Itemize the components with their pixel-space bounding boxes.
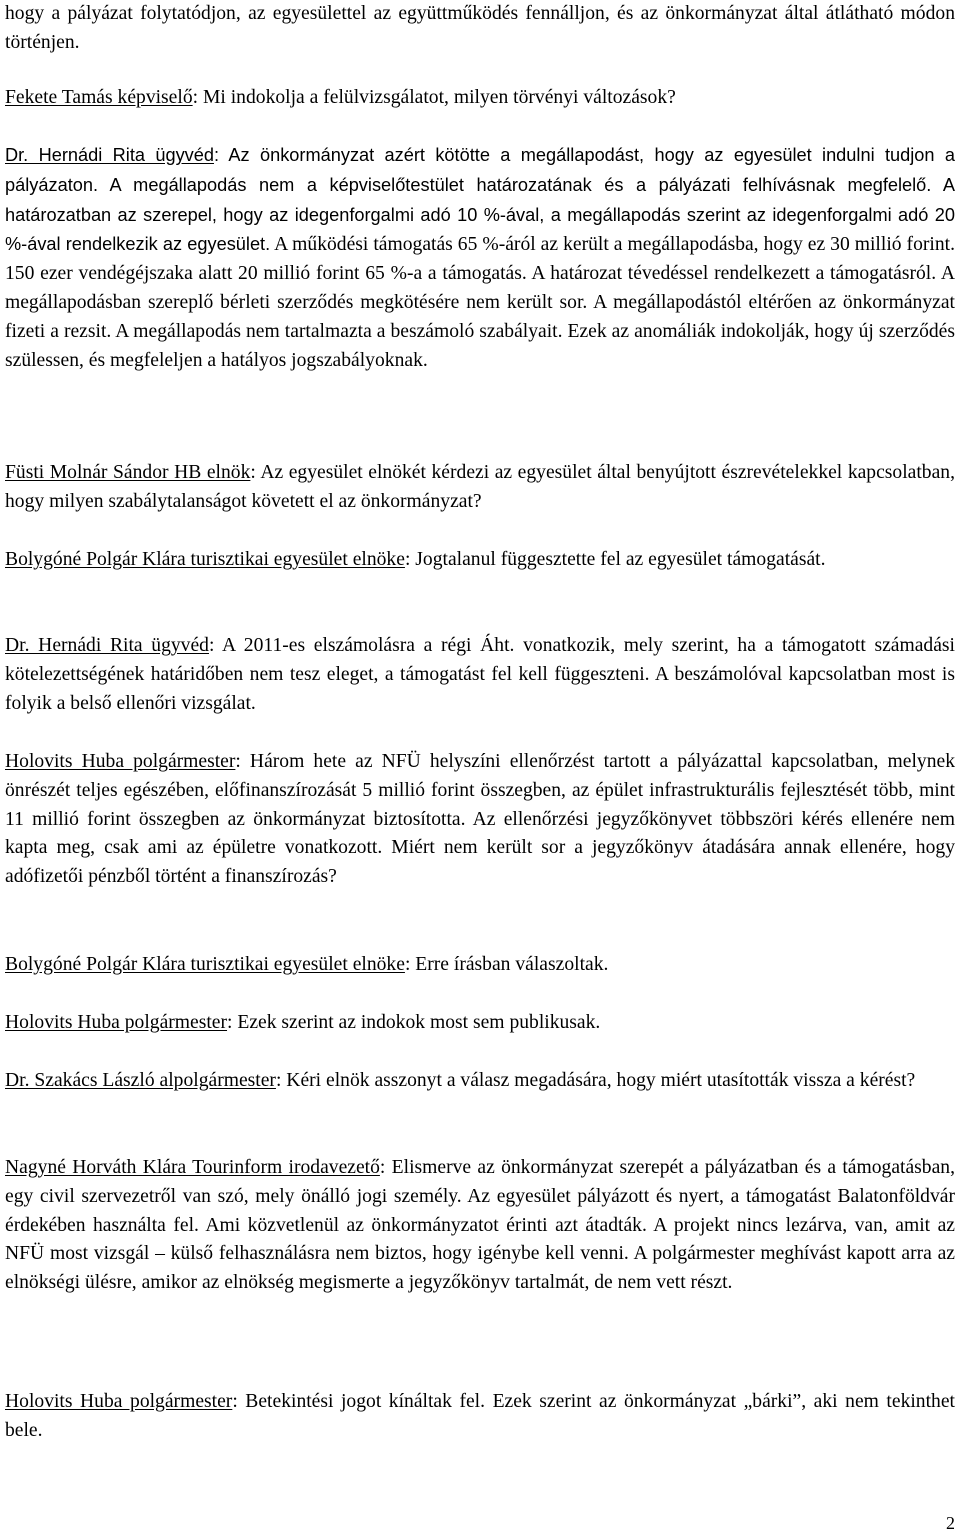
paragraph-fekete: Fekete Tamás képviselő: Mi indokolja a felülvizsgálatot, milyen törvényi változások? [5,87,676,108]
paragraph-hernadi-1: Dr. Hernádi Rita ügyvéd: Az önkormányzat azért kötötte a megállapodást, hogy az egyesület indulni tudjon a pályázaton. A megállapodás nem a képviselőtestület határozatának és a pályázati felhívásnak megfelelő. A határozatban az szerepel, hogy az idegenforgalmi adó 10 %-ával, a megállapodás szerint az idegenforgalmi adó 20 %-ával rendelkezik az egyesület. A működési támogatás 65 %-áról az került a megállapodásba, hogy ez 30 millió forint. 150 ezer vendégéjszaka alatt 20 millió forint 65 %-a a támogatás. A határozat tévedéssel rendelkezett a támogatásról. A megállapodásban szereplő bérleti szerződés megkötésére nem került sor. A megállapodástól eltérően az önkormányzat fizeti a rezsit. A megállapodás nem tartalmazta a beszámoló szabályait. Ezek az anomáliák indokolják, hogy új szerződés szülessen, és megfeleljen a hatályos jogszabályoknak. [5,145,955,371]
speaker-name: Holovits Huba polgármester [5,1391,233,1412]
paragraph-text: Erre írásban válaszoltak. [415,954,609,975]
paragraph-holovits-1: Holovits Huba polgármester: Három hete az NFÜ helyszíni ellenőrzést tartott a pályázattal kapcsolatban, melynek önrészét teljes egészében, előfinanszírozását 5 millió forint összegben, az épület infrastrukturális fejlesztését több, mint 11 millió forint összegben az önkormányzat biztosította. Az ellenőrzési jegyzőkönyvet többszöri kérés ellenére nem kapta meg, csak ami az épületre vonatkozott. Miért nem került sor a jegyzőkönyv átadására annak ellenére, hogy adófizetői pénzből történt a finanszírozás? [5,751,955,888]
speaker-name: Holovits Huba polgármester [5,751,236,772]
speaker-name: Dr. Hernádi Rita ügyvéd [5,635,209,656]
paragraph-text: Jogtalanul függesztette fel az egyesület támogatását. [415,549,826,570]
paragraph-text: Ezek szerint az indokok most sem publikusak. [237,1012,601,1033]
paragraph-nagyne: Nagyné Horváth Klára Tourinform irodavezető: Elismerve az önkormányzat szerepét a pályázatban és a támogatásban, egy civil szervezetről van szó, mely önálló jogi személy. Az egyesület pályázott és nyert, a támogatást Balatonföldvár érdekében használta fel. Ami közvetlenül az önkormányzatot érinti azt átadták. A projekt nincs lezárva, van, amit az NFÜ most vizsgál – külső felhasználásra nem biztos, hogy igénybe kell venni. A polgármester meghívást kapott arra az elnökségi ülésre, amikor az elnökség megismerte a jegyzőkönyv tartalmát, de nem vett részt. [5,1157,955,1294]
speaker-name: Nagyné Horváth Klára Tourinform irodavezető [5,1157,380,1178]
paragraph-text: Az egyesület elnökét kérdezi az egyesület által benyújtott észrevételekkel kapcsolatban, hogy milyen szabálytalanságot követett el az önkormányzat? [5,462,955,512]
paragraph-text: Mi indokolja a felülvizsgálatot, milyen törvényi változások? [202,87,676,108]
paragraph-text: Elismerve az önkormányzat szerepét a pályázatban és a támogatásban, egy civil szervezetről van szó, mely önálló jogi személy. Az egyesület pályázott és nyert, a támogatást Balatonföldvár érdekében használta fel. Ami közvetlenül az önkormányzatot érinti azt átadták. A projekt nincs lezárva, van, amit az NFÜ most vizsgál – külső felhasználásra nem biztos, hogy igénybe kell venni. A polgármester meghívást kapott arra az elnökségi ülésre, amikor az elnökség megismerte a jegyzőkönyv tartalmát, de nem vett részt. [5,1157,955,1294]
paragraph-holovits-3: Holovits Huba polgármester: Betekintési jogot kínáltak fel. Ezek szerint az önkormányzat „bárki”, aki nem tekinthet bele. [5,1391,955,1441]
speaker-name: Bolygóné Polgár Klára turisztikai egyesület elnöke [5,954,405,975]
paragraph-szakacs: Dr. Szakács László alpolgármester: Kéri elnök asszonyt a válasz megadására, hogy miért utasították vissza a kérést? [5,1070,916,1091]
speaker-name: Dr. Hernádi Rita ügyvéd [5,145,214,165]
speaker-name: Bolygóné Polgár Klára turisztikai egyesület elnöke [5,549,405,570]
paragraph-text: A 2011-es elszámolásra a régi Áht. vonatkozik, mely szerint, ha a támogatott számadási kötelezettségének határidőben nem tesz eleget, a támogatást fel kell függeszteni. A beszámolóval kapcsolatban most is folyik a belső ellenőri vizsgálat. [5,635,955,714]
paragraph-text: Három hete az NFÜ helyszíni ellenőrzést tartott a pályázattal kapcsolatban, melynek önrészét teljes egészében, előfinanszírozását 5 millió forint összegben, az épület infrastrukturális fejlesztését több, mint 11 millió forint összegben az önkormányzat biztosította. Az ellenőrzési jegyzőkönyvet többszöri kérés ellenére nem kapta meg, csak ami az épületre vonatkozott. Miért nem került sor a jegyzőkönyv átadására annak ellenére, hogy adófizetői pénzből történt a finanszírozás? [5,751,955,888]
page-number: 2 [946,1513,955,1533]
paragraph-text: A működési támogatás 65 %-áról az került a megállapodásba, hogy ez 30 millió forint. 150 ezer vendégéjszaka alatt 20 millió forint 65 %-a a támogatás. A határozat tévedéssel rendelkezett a támogatásról. A megállapodásban szereplő bérleti szerződés megkötésére nem került sor. A megállapodástól eltérően az önkormányzat fizeti a rezsit. A megállapodás nem tartalmazta a beszámoló szabályait. Ezek az anomáliák indokolják, hogy új szerződés szülessen, és megfeleljen a hatályos jogszabályoknak. [5,234,955,371]
paragraph-holovits-2: Holovits Huba polgármester: Ezek szerint az indokok most sem publikusak. [5,1012,601,1033]
paragraph-bolygone-1: Bolygóné Polgár Klára turisztikai egyesület elnöke: Jogtalanul függesztette fel az egyesület támogatását. [5,549,826,570]
speaker-name: Füsti Molnár Sándor HB elnök [5,462,251,483]
speaker-name: Dr. Szakács László alpolgármester [5,1070,276,1091]
speaker-name: Fekete Tamás képviselő [5,87,193,108]
paragraph-continuation [5,0,955,58]
speaker-name: Holovits Huba polgármester [5,1012,228,1033]
paragraph-text-sans: Az önkormányzat azért kötötte a megállapodást, hogy az egyesület indulni tudjon a pályázaton. A megállapodás nem a képviselőtestület határozatának és a pályázati felhívásnak megfelelő. A határozatban az szerepel, hogy az idegenforgalmi adó 10 %-ával, a megállapodás szerint az idegenforgalmi adó 20 %-ával rendelkezik az egyesület. [5,145,955,255]
paragraph-text: hogy a pályázat folytatódjon, az egyesülettel az együttműködés fennálljon, és az önkormányzat által átlátható módon történjen. [5,3,955,53]
paragraph-text: Betekintési jogot kínáltak fel. Ezek szerint az önkormányzat „bárki”, aki nem tekinthet bele. [5,1391,955,1441]
paragraph-bolygone-2: Bolygóné Polgár Klára turisztikai egyesület elnöke: Erre írásban válaszoltak. [5,954,609,975]
paragraph-hernadi-2: Dr. Hernádi Rita ügyvéd: A 2011-es elszámolásra a régi Áht. vonatkozik, mely szerint, ha a támogatott számadási kötelezettségének határidőben nem tesz eleget, a támogatást fel kell függeszteni. A beszámolóval kapcsolatban most is folyik a belső ellenőri vizsgálat. [5,635,955,714]
paragraph-text: Kéri elnök asszonyt a válasz megadására, hogy miért utasították vissza a kérést? [286,1070,916,1091]
paragraph-fusti: Füsti Molnár Sándor HB elnök: Az egyesület elnökét kérdezi az egyesület által benyújtott észrevételekkel kapcsolatban, hogy milyen szabálytalanságot követett el az önkormányzat? [5,462,955,512]
